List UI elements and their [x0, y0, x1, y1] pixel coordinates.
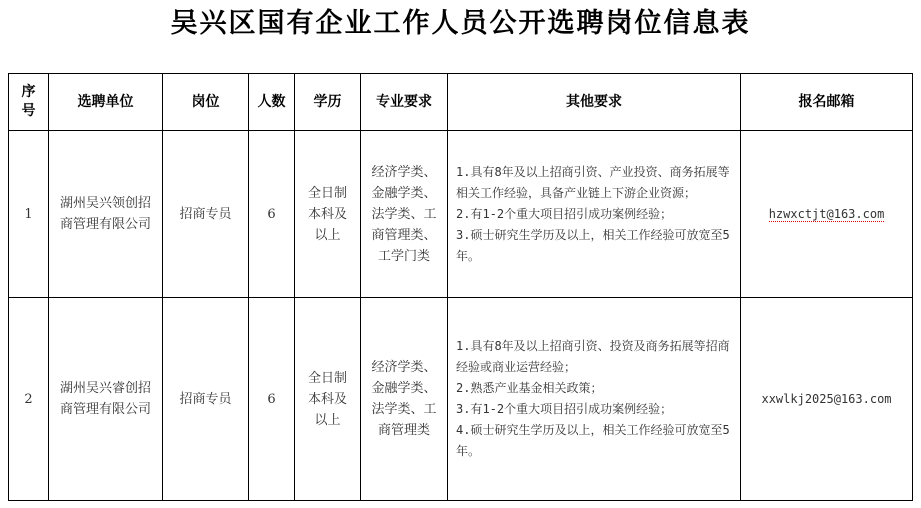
row-index: 1: [9, 131, 49, 298]
other-item: 4.硕士研究生学历及以上，相关工作经验可放宽至5年。: [456, 423, 730, 458]
header-major: 专业要求: [361, 74, 448, 131]
row-count: 6: [249, 131, 295, 298]
table-row: [9, 298, 913, 501]
row-major-text: 经济学类、金融学类、法学类、工商管理类: [371, 360, 437, 438]
row-major: [361, 131, 448, 298]
row-unit: [49, 131, 163, 298]
table-row: [9, 131, 913, 298]
row-email: [741, 131, 913, 298]
row-count: 6: [249, 298, 295, 501]
row-post: 招商专员: [163, 298, 249, 501]
email-text[interactable]: xxwlkj2025@163.com: [761, 391, 892, 406]
header-count: 人数: [249, 74, 295, 131]
header-post: 岗位: [163, 74, 249, 131]
email-text[interactable]: hzwxctjt@163.com: [768, 206, 885, 221]
row-unit-text: 湖州吴兴睿创招商管理有限公司: [59, 381, 151, 417]
row-education: [295, 298, 361, 501]
row-index: 2: [9, 298, 49, 501]
other-item: 1.具有8年及以上招商引资、投资及商务拓展等招商经验或商业运营经验；: [456, 339, 730, 374]
other-item: 3.硕士研究生学历及以上，相关工作经验可放宽至5年。: [456, 227, 730, 263]
header-other: 其他要求: [448, 74, 741, 131]
row-other: [448, 131, 741, 298]
header-index: 序号: [9, 74, 49, 131]
recruitment-table: [8, 73, 913, 501]
row-post: 招商专员: [163, 131, 249, 298]
header-education: 学历: [295, 74, 361, 131]
row-education: [295, 131, 361, 298]
other-item: 1.具有8年及以上招商引资、产业投资、商务拓展等相关工作经验，具备产业链上下游企业资源；: [456, 164, 730, 200]
header-unit: 选聘单位: [49, 74, 163, 131]
row-major: [361, 298, 448, 501]
row-email: [741, 298, 913, 501]
table-header-row: [9, 74, 913, 131]
row-education-text: 全日制本科及以上: [307, 370, 347, 428]
row-unit-text: 湖州吴兴领创招商管理有限公司: [59, 196, 151, 232]
header-email: 报名邮箱: [741, 74, 913, 131]
row-other: [448, 298, 741, 501]
other-item: 2.熟悉产业基金相关政策；: [456, 381, 603, 395]
page-title: 吴兴区国有企业工作人员公开选聘岗位信息表: [170, 8, 751, 39]
other-item: 2.有1-2个重大项目招引成功案例经验；: [456, 206, 673, 221]
row-major-text: 经济学类、金融学类、法学类、工商管理类、工学门类: [371, 164, 437, 264]
row-unit: [49, 298, 163, 501]
row-education-text: 全日制本科及以上: [307, 185, 347, 243]
other-item: 3.有1-2个重大项目招引成功案例经验；: [456, 402, 673, 416]
